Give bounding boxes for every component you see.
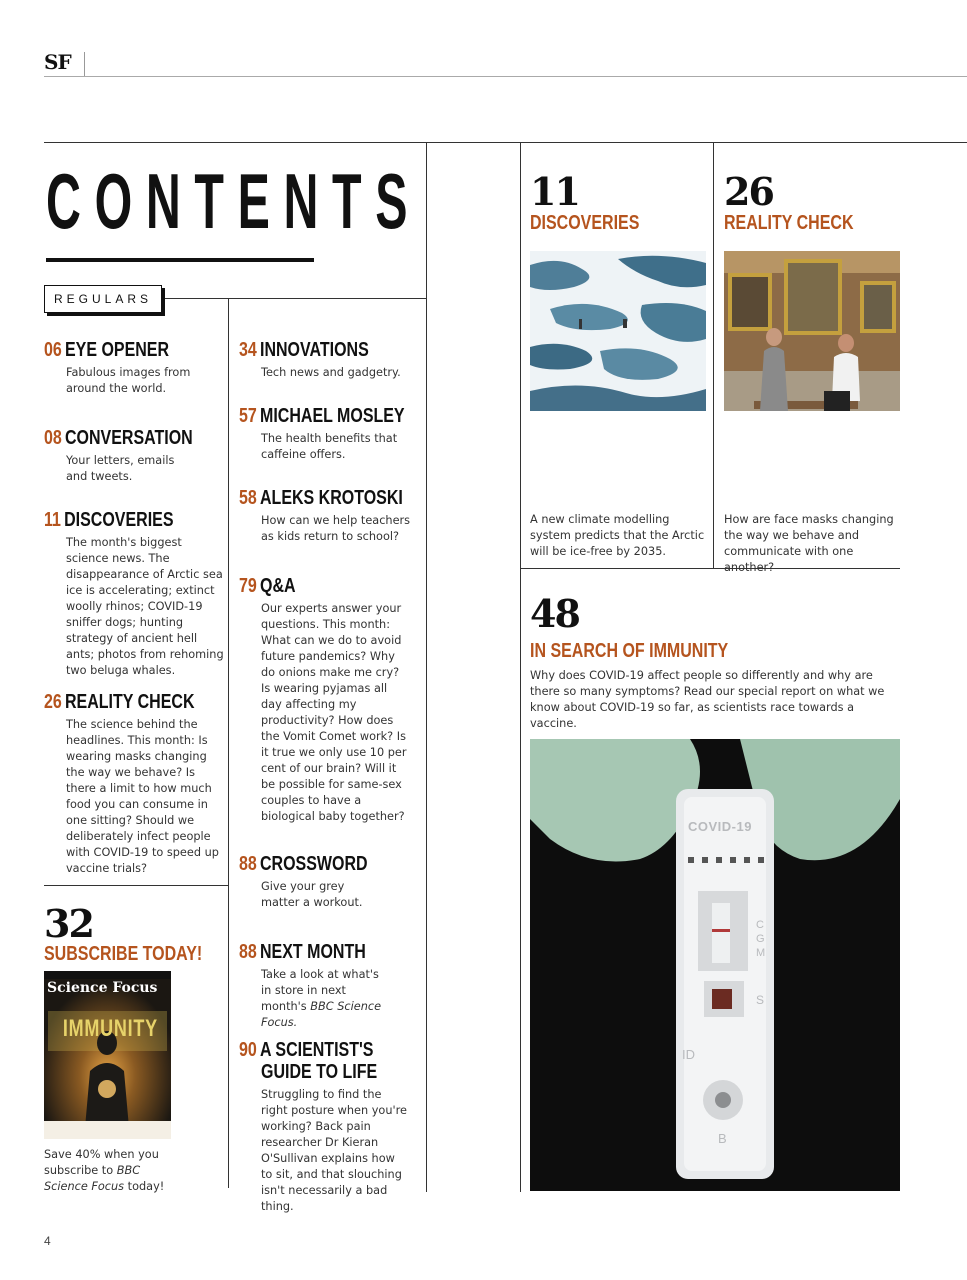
cover-logo: Science Focus	[47, 980, 158, 996]
entry-number: 90	[239, 1039, 257, 1061]
subscribe-desc-text: Save 40% when you subscribe to	[44, 1148, 159, 1177]
entry-number: 26	[44, 691, 62, 713]
test-mark-s: S	[756, 993, 765, 1007]
entry-title: ALEKS KROTOSKI	[260, 487, 403, 509]
entry-desc: How can we help teachers as kids return to school?	[261, 514, 411, 543]
entry-title: DISCOVERIES	[64, 509, 174, 531]
entry-qa[interactable]	[239, 575, 419, 825]
subscribe-title[interactable]: SUBSCRIBE TODAY!	[44, 943, 203, 965]
header-rule	[44, 76, 967, 77]
feature-discoveries-number: 11	[530, 169, 579, 214]
test-mark-id: ID	[682, 1047, 695, 1062]
entry-crossword[interactable]	[239, 853, 419, 911]
entry-desc: Fabulous images from around the world.	[66, 366, 191, 395]
entry-desc: The month's biggest science news. The disappearance of Arctic sea ice is accelerating; extinct woolly rhinos; COVID-19 sniffer dogs; hunting strategy of ancient hell ants; photos from rehoming two beluga whales.	[66, 536, 224, 677]
entry-title: CROSSWORD	[260, 853, 368, 875]
test-mark-c: C	[756, 919, 764, 931]
covid-test-image[interactable]	[530, 739, 900, 1191]
top-rule	[44, 142, 967, 143]
entry-desc: Your letters, emails and tweets.	[66, 454, 175, 483]
subscribe-desc-end: today!	[124, 1180, 165, 1193]
test-mark-m: M	[756, 947, 766, 959]
entry-number: 06	[44, 339, 62, 361]
masthead-separator	[84, 52, 85, 76]
feature-divider-left	[520, 142, 521, 1192]
contents-underline	[46, 258, 314, 262]
entry-desc: Our experts answer your questions. This month: What can we do to avoid future pandemics? Why do onions make me cry? Is wearing pyjamas all day affecting my productivity? How does the Vomit Comet work? Is it true we only use 10 per cent of our brain? Will it be possible for same-sex couples to have a biological baby together?	[261, 602, 407, 823]
covid-test-art	[530, 739, 900, 1191]
entry-aleks-krotoski[interactable]	[239, 487, 419, 545]
entry-desc: Struggling to find the right posture when you're working? Back pain researcher Dr Kieran O'Sullivan explains how to sit, and that slouching isn't necessarily a bad thing.	[261, 1088, 407, 1213]
entry-next-month[interactable]	[239, 941, 419, 1031]
gallery-masks-image[interactable]	[724, 251, 900, 411]
masthead-logo: SF	[44, 50, 71, 74]
entry-title: Q&A	[260, 575, 296, 597]
feature-reality-check-title[interactable]: REALITY CHECK	[724, 212, 854, 234]
entry-eye-opener[interactable]	[44, 339, 222, 397]
subscribe-desc-italic: BBC Science Focus	[44, 1164, 141, 1193]
entry-title: INNOVATIONS	[260, 339, 369, 361]
test-mark-b: B	[718, 1131, 727, 1146]
regulars-rule	[162, 298, 426, 299]
entry-number: 57	[239, 405, 257, 427]
contents-title: CONTENTS	[46, 157, 422, 245]
subscribe-rule	[44, 885, 228, 886]
entry-desc: Tech news and gadgetry.	[261, 366, 401, 379]
test-mark-g: G	[756, 933, 765, 945]
entry-title: NEXT MONTH	[260, 941, 366, 963]
entry-number: 88	[239, 853, 257, 875]
entry-title-line-2: GUIDE TO LIFE	[261, 1061, 378, 1083]
entry-title: CONVERSATION	[65, 427, 193, 449]
test-label: COVID-19	[688, 819, 752, 834]
column-divider-3	[426, 298, 427, 1192]
entry-title: MICHAEL MOSLEY	[260, 405, 405, 427]
entry-discoveries[interactable]	[44, 509, 224, 679]
feature-divider-mid	[713, 142, 714, 568]
entry-number: 11	[44, 509, 61, 531]
entry-title: EYE OPENER	[65, 339, 170, 361]
entry-scientists-guide[interactable]	[239, 1039, 419, 1215]
entry-desc-text: Take a look at what's in store in next month's	[261, 968, 379, 1013]
subscribe-desc	[44, 1147, 184, 1195]
entry-number: 34	[239, 339, 257, 361]
entry-desc-italic: BBC Science Focus.	[261, 1000, 382, 1029]
entry-number: 08	[44, 427, 62, 449]
entry-desc: The health benefits that caffeine offers.	[261, 432, 398, 461]
feature-immunity-number: 48	[530, 591, 579, 636]
feature-reality-check-number: 26	[724, 169, 773, 214]
entry-desc	[261, 967, 391, 1031]
entry-desc: The science behind the headlines. This month: Is wearing masks changing the way we behave? Is there a limit to how much food you can consume in one sitting? Should we deliberately infect people with COVID-19 to speed up vaccine trials?	[66, 718, 219, 875]
arctic-ice-image[interactable]	[530, 251, 706, 411]
entry-title: REALITY CHECK	[65, 691, 195, 713]
entry-michael-mosley[interactable]	[239, 405, 419, 463]
regulars-label: REGULARS	[44, 285, 162, 313]
arctic-ice-art	[530, 251, 706, 411]
subscribe-page-number: 32	[44, 901, 93, 946]
column-divider-2	[228, 298, 229, 1188]
feature-immunity-desc: Why does COVID-19 affect people so differently and why are there so many symptoms? Read our special report on what we know about COVID-19 so far, as scientists race towards a vaccine.	[530, 669, 885, 730]
magazine-cover-art	[44, 971, 171, 1139]
cover-headline: IMMUNITY	[62, 1015, 158, 1042]
feature-discoveries-desc: A new climate modelling system predicts that the Arctic will be ice-free by 2035.	[530, 513, 705, 558]
entry-reality-check[interactable]	[44, 691, 224, 877]
entry-number: 58	[239, 487, 257, 509]
gallery-masks-art	[724, 251, 900, 411]
page-number: 4	[44, 1234, 51, 1248]
entry-number: 88	[239, 941, 257, 963]
entry-title: A SCIENTIST'S	[260, 1039, 374, 1061]
column-divider-1	[426, 142, 427, 300]
feature-reality-check-desc: How are face masks changing the way we behave and communicate with one another?	[724, 513, 894, 574]
entry-conversation[interactable]	[44, 427, 222, 485]
entry-innovations[interactable]	[239, 339, 419, 381]
entry-number: 79	[239, 575, 257, 597]
entry-desc: Give your grey matter a workout.	[261, 880, 363, 909]
feature-discoveries-title[interactable]: DISCOVERIES	[530, 212, 640, 234]
feature-immunity-title[interactable]: IN SEARCH OF IMMUNITY	[530, 640, 729, 662]
magazine-cover-image[interactable]	[44, 971, 171, 1139]
